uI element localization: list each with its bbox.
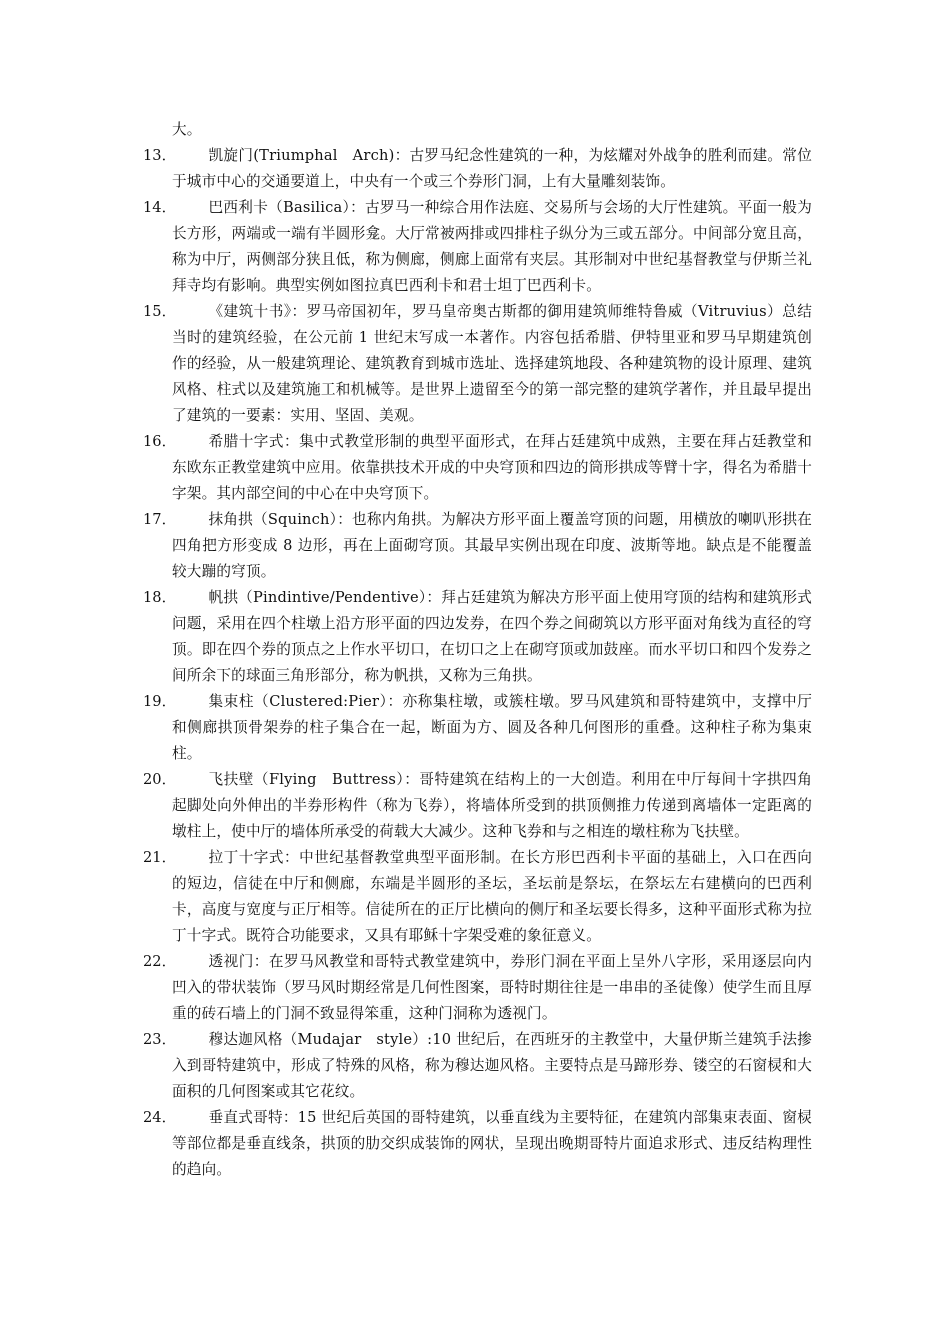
entry-number: 20． <box>143 771 177 788</box>
glossary-entry <box>143 845 833 949</box>
entry-number: 14． <box>143 199 177 216</box>
glossary-entry <box>143 507 833 585</box>
entry-text: 拉丁十字式：中世纪基督教堂典型平面形制。在长方形巴西利卡平面的基础上，入口在西向的短边，信徒在中厅和侧廊，东端是半圆形的圣坛，圣坛前是祭坛，在祭坛左右建横向的巴西利卡，高度与宽度与正厅相等。信徒所在的正厅比横向的侧厅和圣坛要长得多，这种平面形式称为拉丁十字式。既符合功能要求，又具有耶稣十字架受难的象征意义。 <box>172 849 812 944</box>
entry-number: 23． <box>143 1031 177 1048</box>
entry-text: 《建筑十书》：罗马帝国初年，罗马皇帝奥古斯都的御用建筑师维特鲁威（Vitruvius）总结当时的建筑经验，在公元前 1 世纪末写成一本著作。内容包括希腊、伊特里亚和罗马早期建筑创作的经验，从一般建筑理论、建筑教育到城市选址、选择建筑地段、各种建筑物的设计原理、建筑风格、柱式以及建筑施工和机械等。是世界上遗留至今的第一部完整的建筑学著作，并且最早提出了建筑的一要素：实用、坚固、美观。 <box>172 303 812 424</box>
glossary-entry <box>143 299 833 429</box>
glossary-entry <box>143 689 833 767</box>
glossary-entry <box>143 1027 833 1105</box>
glossary-entry <box>143 949 833 1027</box>
entry-number: 22． <box>143 953 177 970</box>
entry-number: 13． <box>143 147 177 164</box>
glossary-entry <box>143 429 833 507</box>
entry-text: 垂直式哥特：15 世纪后英国的哥特建筑，以垂直线为主要特征，在建筑内部集束表面、窗棂等部位都是垂直线条，拱顶的肋交织成装饰的网状，呈现出晚期哥特片面追求形式、违反结构理性的趋向。 <box>172 1109 812 1178</box>
entry-text: 穆达迦风格（Mudajar style）:10 世纪后，在西班牙的主教堂中，大量伊斯兰建筑手法掺入到哥特建筑中，形成了特殊的风格，称为穆达迦风格。主要特点是马蹄形券、镂空的石窗棂和大面积的几何图案或其它花纹。 <box>172 1031 812 1100</box>
entry-number: 16． <box>143 433 177 450</box>
entry-text: 透视门：在罗马风教堂和哥特式教堂建筑中，券形门洞在平面上呈外八字形，采用逐层向内凹入的带状装饰（罗马风时期经常是几何性图案，哥特时期往往是一串串的圣徒像）使学生而且厚重的砖石墙上的门洞不致显得笨重，这种门洞称为透视门。 <box>172 953 812 1022</box>
entry-text: 集束柱（Clustered:Pier）：亦称集柱墩，或簇柱墩。罗马风建筑和哥特建筑中，支撑中厅和侧廊拱顶骨架券的柱子集合在一起，断面为方、圆及各种几何图形的重叠。这种柱子称为集束柱。 <box>172 693 812 762</box>
entry-number: 19． <box>143 693 177 710</box>
glossary-entry <box>143 585 833 689</box>
entry-text: 飞扶壁（Flying Buttress）：哥特建筑在结构上的一大创造。利用在中厅每间十字拱四角起脚处向外伸出的半券形构件（称为飞券），将墙体所受到的拱顶侧推力传递到离墙体一定距离的墩柱上，使中厅的墙体所承受的荷载大大减少。这种飞券和与之相连的墩柱称为飞扶壁。 <box>172 771 812 840</box>
entry-number: 24． <box>143 1109 177 1126</box>
glossary-entry <box>143 143 833 195</box>
glossary-entry <box>143 767 833 845</box>
entry-text: 抹角拱（Squinch）：也称内角拱。为解决方形平面上覆盖穹顶的问题，用横放的喇叭形拱在四角把方形变成 8 边形，再在上面砌穹顶。其最早实例出现在印度、波斯等地。缺点是不能覆盖较大蹦的穹顶。 <box>172 511 812 580</box>
entry-text: 巴西利卡（Basilica）：古罗马一种综合用作法庭、交易所与会场的大厅性建筑。平面一般为长方形，两端或一端有半圆形龛。大厅常被两排或四排柱子纵分为三或五部分。中间部分宽且高，称为中厅，两侧部分狭且低，称为侧廊，侧廊上面常有夹层。其形制对中世纪基督教堂与伊斯兰礼拜寺均有影响。典型实例如图拉真巴西利卡和君士坦丁巴西利卡。 <box>172 199 812 294</box>
glossary-list <box>143 143 833 1183</box>
glossary-entry <box>143 1105 833 1183</box>
glossary-entry <box>143 195 833 299</box>
entry-number: 15． <box>143 303 177 320</box>
entry-number: 17． <box>143 511 177 528</box>
entry-text: 帆拱（Pindintive/Pendentive）：拜占廷建筑为解决方形平面上使用穹顶的结构和建筑形式问题，采用在四个柱墩上沿方形平面的四边发券，在四个券之间砌筑以方形平面对角线为直径的穹顶。即在四个券的顶点之上作水平切口，在切口之上在砌穹顶或加鼓座。而水平切口和四个发券之间所余下的球面三角形部分，称为帆拱，又称为三角拱。 <box>172 589 812 684</box>
entry-text: 希腊十字式：集中式教堂形制的典型平面形式，在拜占廷建筑中成熟，主要在拜占廷教堂和东欧东正教堂建筑中应用。依靠拱技术开成的中央穹顶和四边的筒形拱成等臂十字，得名为希腊十字架。其内部空间的中心在中央穹顶下。 <box>172 433 812 502</box>
entry-number: 21． <box>143 849 177 866</box>
entry-number: 18． <box>143 589 177 606</box>
continuation-text: 大。 <box>172 121 202 138</box>
entry-text: 凯旋门(Triumphal Arch)：古罗马纪念性建筑的一种，为炫耀对外战争的胜利而建。常位于城市中心的交通要道上，中央有一个或三个券形门洞，上有大量雕刻装饰。 <box>172 147 812 190</box>
